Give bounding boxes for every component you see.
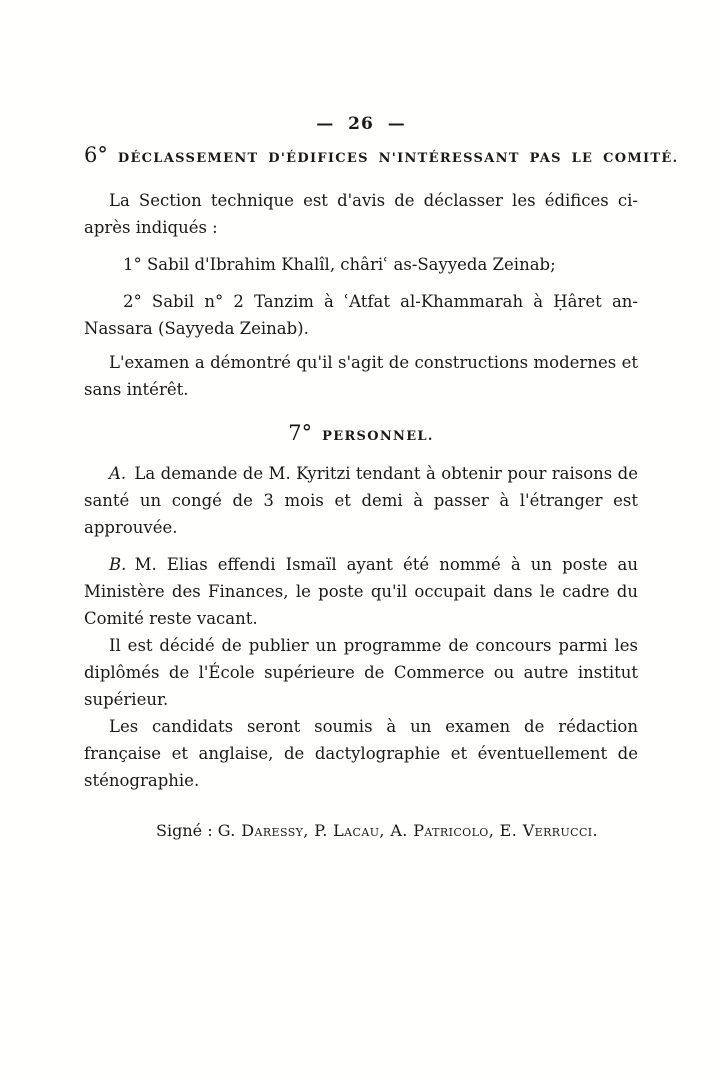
paragraph-b-text: M. Elias effendi Ismaïl ayant été nommé à un poste au Ministère des Finances, le poste qu'il occupait dans le cadre du Comité reste vacant. [84,555,638,628]
section-6-heading [84,142,679,172]
paragraph-a-text: La demande de M. Kyritzi tendant à obtenir pour raisons de santé un congé de 3 mois et demi à passer à l'étranger est approuvée. [84,464,638,537]
section-7-number: 7° [288,421,313,445]
list-item-sabil-tanzim: 2° Sabil n° 2 Tanzim à ʿAtfat al-Khammarah à Ḥâret an-Nassara (Sayyeda Zeinab). [84,292,638,338]
paragraph-candidats: Les candidats seront soumis à un examen de rédaction française et anglaise, de dactylographie et éventuellement de sténographie. [84,717,638,790]
signature-line [84,819,638,843]
paragraph-declassement-intro: La Section technique est d'avis de déclasser les édifices ci-après indiqués : [84,191,638,237]
signature-names: G. Daressy, P. Lacau, A. Patricolo, E. Verrucci. [217,821,598,840]
signature-label: Signé : [156,821,218,840]
paragraph-a-letter: A. [109,464,127,483]
section-6-number: 6° [84,143,108,167]
paragraph-b-letter: B. [109,555,127,574]
page-number: — 26 — [316,114,406,134]
paragraph-personnel-a [84,460,638,541]
list-item-sabil-ibrahim-khalil: 1° Sabil d'Ibrahim Khalîl, châriʿ as-Sayyeda Zeinab; [123,255,556,274]
paragraph-concours: Il est décidé de publier un programme de concours parmi les diplômés de l'École supérieure de Commerce ou autre institut supérieur. [84,636,638,709]
paragraph-personnel-b [84,551,638,632]
paragraph-examen: L'examen a démontré qu'il s'agit de constructions modernes et sans intérêt. [84,353,638,399]
section-7-heading [84,420,638,450]
section-6-title: DÉCLASSEMENT D'ÉDIFICES N'INTÉRESSANT PAS LE COMITÉ. [117,151,679,166]
text-block [84,114,679,843]
section-7-title: PERSONNEL. [322,429,434,444]
